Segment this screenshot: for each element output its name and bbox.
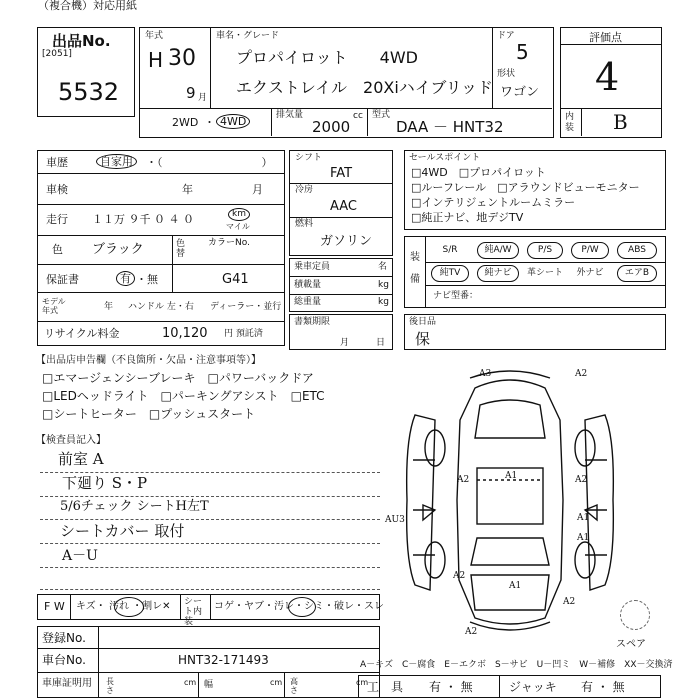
tools-box xyxy=(358,675,661,698)
exhibitor-line: □エマージェンシーブレーキ □パワーバックドア xyxy=(42,371,314,385)
month-value: 9 xyxy=(186,84,196,102)
tool-value: 有 ・ 無 xyxy=(429,680,473,694)
lot-box xyxy=(37,27,135,117)
equip-tv: 純TV xyxy=(431,265,469,282)
jack-value: 有 ・ 無 xyxy=(581,680,625,694)
cert-label: 車庫証明用 xyxy=(42,678,92,689)
doors-label: ドア xyxy=(497,31,515,41)
inspection-label: 車検 xyxy=(46,183,68,196)
displacement-value: 2000 xyxy=(312,118,351,136)
after-sale-value: 保 xyxy=(415,330,431,348)
damage-mark: A3 xyxy=(479,369,492,379)
drive-4wd-circled: 4WD xyxy=(216,114,250,129)
damage-mark: A2 xyxy=(453,571,466,581)
name-label: 車名・グレード xyxy=(216,31,280,41)
score-label: 評価点 xyxy=(589,31,622,44)
load-label: 積載量 xyxy=(294,280,322,290)
month-unit: 月 xyxy=(198,93,208,103)
sales-points-box xyxy=(404,150,666,230)
lot-small-number: [2051] xyxy=(42,49,72,59)
displacement-label: 排気量 xyxy=(276,110,304,120)
equip-sr: S/R xyxy=(442,245,458,255)
doc-deadline-label: 書類期限 xyxy=(294,317,331,327)
damage-legend: A－キズ C－腐食 E－エクボ S－サビ U－凹ミ W－補修 XX－交換済 xyxy=(360,660,673,670)
mileage-value: １１万 ９千 ０ ４ ０ xyxy=(92,213,194,226)
recycle-label: リサイクル料金 xyxy=(44,327,120,340)
warranty-no: ・無 xyxy=(136,273,158,286)
history-value: 自家用 xyxy=(96,154,137,169)
damage-mark: A2 xyxy=(457,475,470,485)
shift-label: シフト xyxy=(295,153,323,163)
handle-label: ハンドル 左・右 xyxy=(128,302,194,312)
warranty-label: 保証書 xyxy=(46,273,79,286)
doc-deadline-month: 月 xyxy=(340,338,350,348)
condition-row xyxy=(37,594,384,627)
seat-label: シート内装 xyxy=(184,597,203,627)
shape-label: 形状 xyxy=(497,69,516,79)
warranty-yes: 有 xyxy=(116,271,135,286)
ac-value: AAC xyxy=(330,199,357,214)
ac-label: 冷房 xyxy=(295,185,314,195)
cert-cm: cm xyxy=(184,678,197,687)
equip-leather: 革シート xyxy=(526,268,563,278)
year-label: 年式 xyxy=(145,31,164,41)
drive-2wd: 2WD xyxy=(172,116,199,129)
capacity-unit: 名 xyxy=(378,262,388,272)
inspection-year: 年 xyxy=(182,183,193,196)
damage-mark: A2 xyxy=(575,369,588,379)
damage-mark: A2 xyxy=(465,627,478,637)
fw-items: キズ・ 汚れ ・割レ✕ xyxy=(76,601,171,612)
equip-airbag: エアB xyxy=(617,265,657,282)
equipment-box xyxy=(404,236,666,308)
recycle-unit: 円 預託済 xyxy=(224,329,263,339)
cert-cm: cm xyxy=(270,678,283,687)
equip-ext-navi: 外ナビ xyxy=(576,268,604,278)
damage-mark: A2 xyxy=(575,475,588,485)
cert-long: 長さ xyxy=(106,677,114,695)
seat-items: コゲ・ヤブ・汚レ・シミ・破レ・スレ xyxy=(214,601,384,612)
sales-point-line: □純正ナビ、地デジTV xyxy=(411,211,524,224)
color-no-value: G41 xyxy=(222,272,249,287)
mileage-label: 走行 xyxy=(46,213,68,226)
doors-value: 5 xyxy=(516,40,529,64)
equip-pw: P/W xyxy=(571,242,609,259)
weight-unit: kg xyxy=(378,297,389,307)
mech-table xyxy=(289,150,393,256)
fuel-value: ガソリン xyxy=(320,234,373,249)
equip-aw: 純A/W xyxy=(477,242,519,259)
shape-value: ワゴン xyxy=(500,85,540,100)
history-label: 車歴 xyxy=(46,156,68,169)
model-year-label: モデル年式 xyxy=(42,297,66,315)
inspection-month: 月 xyxy=(252,183,263,196)
equip-ps: P/S xyxy=(527,242,563,259)
exhibitor-label: 【出品店申告欄（不良箇所・欠品・注意事項等）】 xyxy=(36,355,261,366)
after-sale-box xyxy=(404,314,666,350)
color-label: 色 xyxy=(52,243,63,256)
name-line1: プロパイロット 4WD xyxy=(236,48,419,67)
damage-mark: A1 xyxy=(509,581,522,591)
color-no-label: カラーNo. xyxy=(208,238,250,248)
capacity-table xyxy=(289,258,393,312)
sales-point-line: □インテリジェントルームミラー xyxy=(411,196,576,209)
specs-table xyxy=(37,150,285,346)
cert-width: 幅 xyxy=(204,680,214,690)
registration-box xyxy=(37,626,380,698)
inspector-note: 前室 A xyxy=(58,450,104,468)
damage-mark: A1 xyxy=(577,513,590,523)
lot-number: 5532 xyxy=(58,78,120,106)
equip-navi: 純ナビ xyxy=(477,265,519,282)
score-box xyxy=(560,27,662,138)
history-paren: ・（ ） xyxy=(146,156,273,169)
exhibitor-line: □シートヒーター □プッシュスタート xyxy=(42,407,256,421)
mileage-alt-unit: マイル xyxy=(226,222,250,231)
inspector-note: A－U xyxy=(62,548,98,564)
interior-value: B xyxy=(613,110,628,134)
inspector-note: シートカバー 取付 xyxy=(60,522,185,540)
chassis-label: 車台No. xyxy=(42,653,86,667)
sales-point-line: □4WD □プロパイロット xyxy=(411,166,546,179)
doc-deadline-day: 日 xyxy=(376,338,386,348)
capacity-label: 乗車定員 xyxy=(294,262,331,272)
reg-no-label: 登録No. xyxy=(42,631,86,645)
equip-abs: ABS xyxy=(617,242,657,259)
model-value: DAA － HNT32 xyxy=(396,118,504,136)
score-value: 4 xyxy=(595,55,620,99)
dealer-label: ディーラー・並行 xyxy=(210,302,282,312)
mileage-unit: km xyxy=(228,208,250,221)
inspector-label: 【検査員記入】 xyxy=(36,435,106,446)
inspector-note: 下廻り S・P xyxy=(62,474,148,492)
doc-deadline-box xyxy=(289,314,393,350)
cert-height: 高さ xyxy=(290,677,298,695)
sales-point-line: □ルーフレール □アラウンドビューモニター xyxy=(411,181,640,194)
name-line2: エクストレイル 20Xiハイブリッド xyxy=(236,78,494,97)
sales-points-label: セールスポイント xyxy=(409,153,481,163)
year-value: 30 xyxy=(168,46,196,71)
recycle-value: 10,120 xyxy=(162,326,208,341)
form-title: （複合機）対応用紙 xyxy=(38,0,137,12)
color-change-label: 色替 xyxy=(176,239,186,259)
interior-label: 内装 xyxy=(565,112,575,133)
chassis-value: HNT32-171493 xyxy=(178,653,269,667)
year-era: H xyxy=(148,48,164,72)
displacement-unit: cc xyxy=(353,111,363,121)
damage-mark: A2 xyxy=(563,597,576,607)
damage-mark: A1 xyxy=(505,471,518,481)
exhibitor-line: □LEDヘッドライト □パーキングアシスト □ETC xyxy=(42,389,325,403)
fw-label: F W xyxy=(44,600,65,613)
navi-model-label: ナビ型番： xyxy=(433,291,479,301)
color-value: ブラック xyxy=(92,242,144,257)
damage-mark: A1 xyxy=(577,533,590,543)
jack-label: ジャッキ xyxy=(509,680,557,694)
tool-label: 工 具 xyxy=(367,680,404,694)
cert-cm: cm xyxy=(356,678,369,687)
model-label: 型式 xyxy=(372,110,391,120)
fuel-label: 燃料 xyxy=(295,219,314,229)
inspector-note: 5/6チェック シートH左T xyxy=(60,499,209,514)
shift-value: FAT xyxy=(330,166,353,181)
spare-label: スペア xyxy=(616,639,646,650)
after-sale-label: 後日品 xyxy=(409,317,437,327)
car-diagram xyxy=(385,360,625,650)
weight-label: 総重量 xyxy=(294,297,322,307)
model-year-unit: 年 xyxy=(104,302,114,312)
vehicle-box: 年式 H 30 9 月 車名・グレード プロパイロット 4WD エクストレイル 20Xiハイブリッド ドア 5 形状 ワゴン 2WD ・ 4WD 排気量 2000 cc 型式 DAA － HNT32 xyxy=(139,27,554,138)
equipment-label: 装備 xyxy=(410,252,420,285)
damage-mark: AU3 xyxy=(385,515,405,525)
load-unit: kg xyxy=(378,280,389,290)
lot-label: 出品No. xyxy=(52,32,111,50)
